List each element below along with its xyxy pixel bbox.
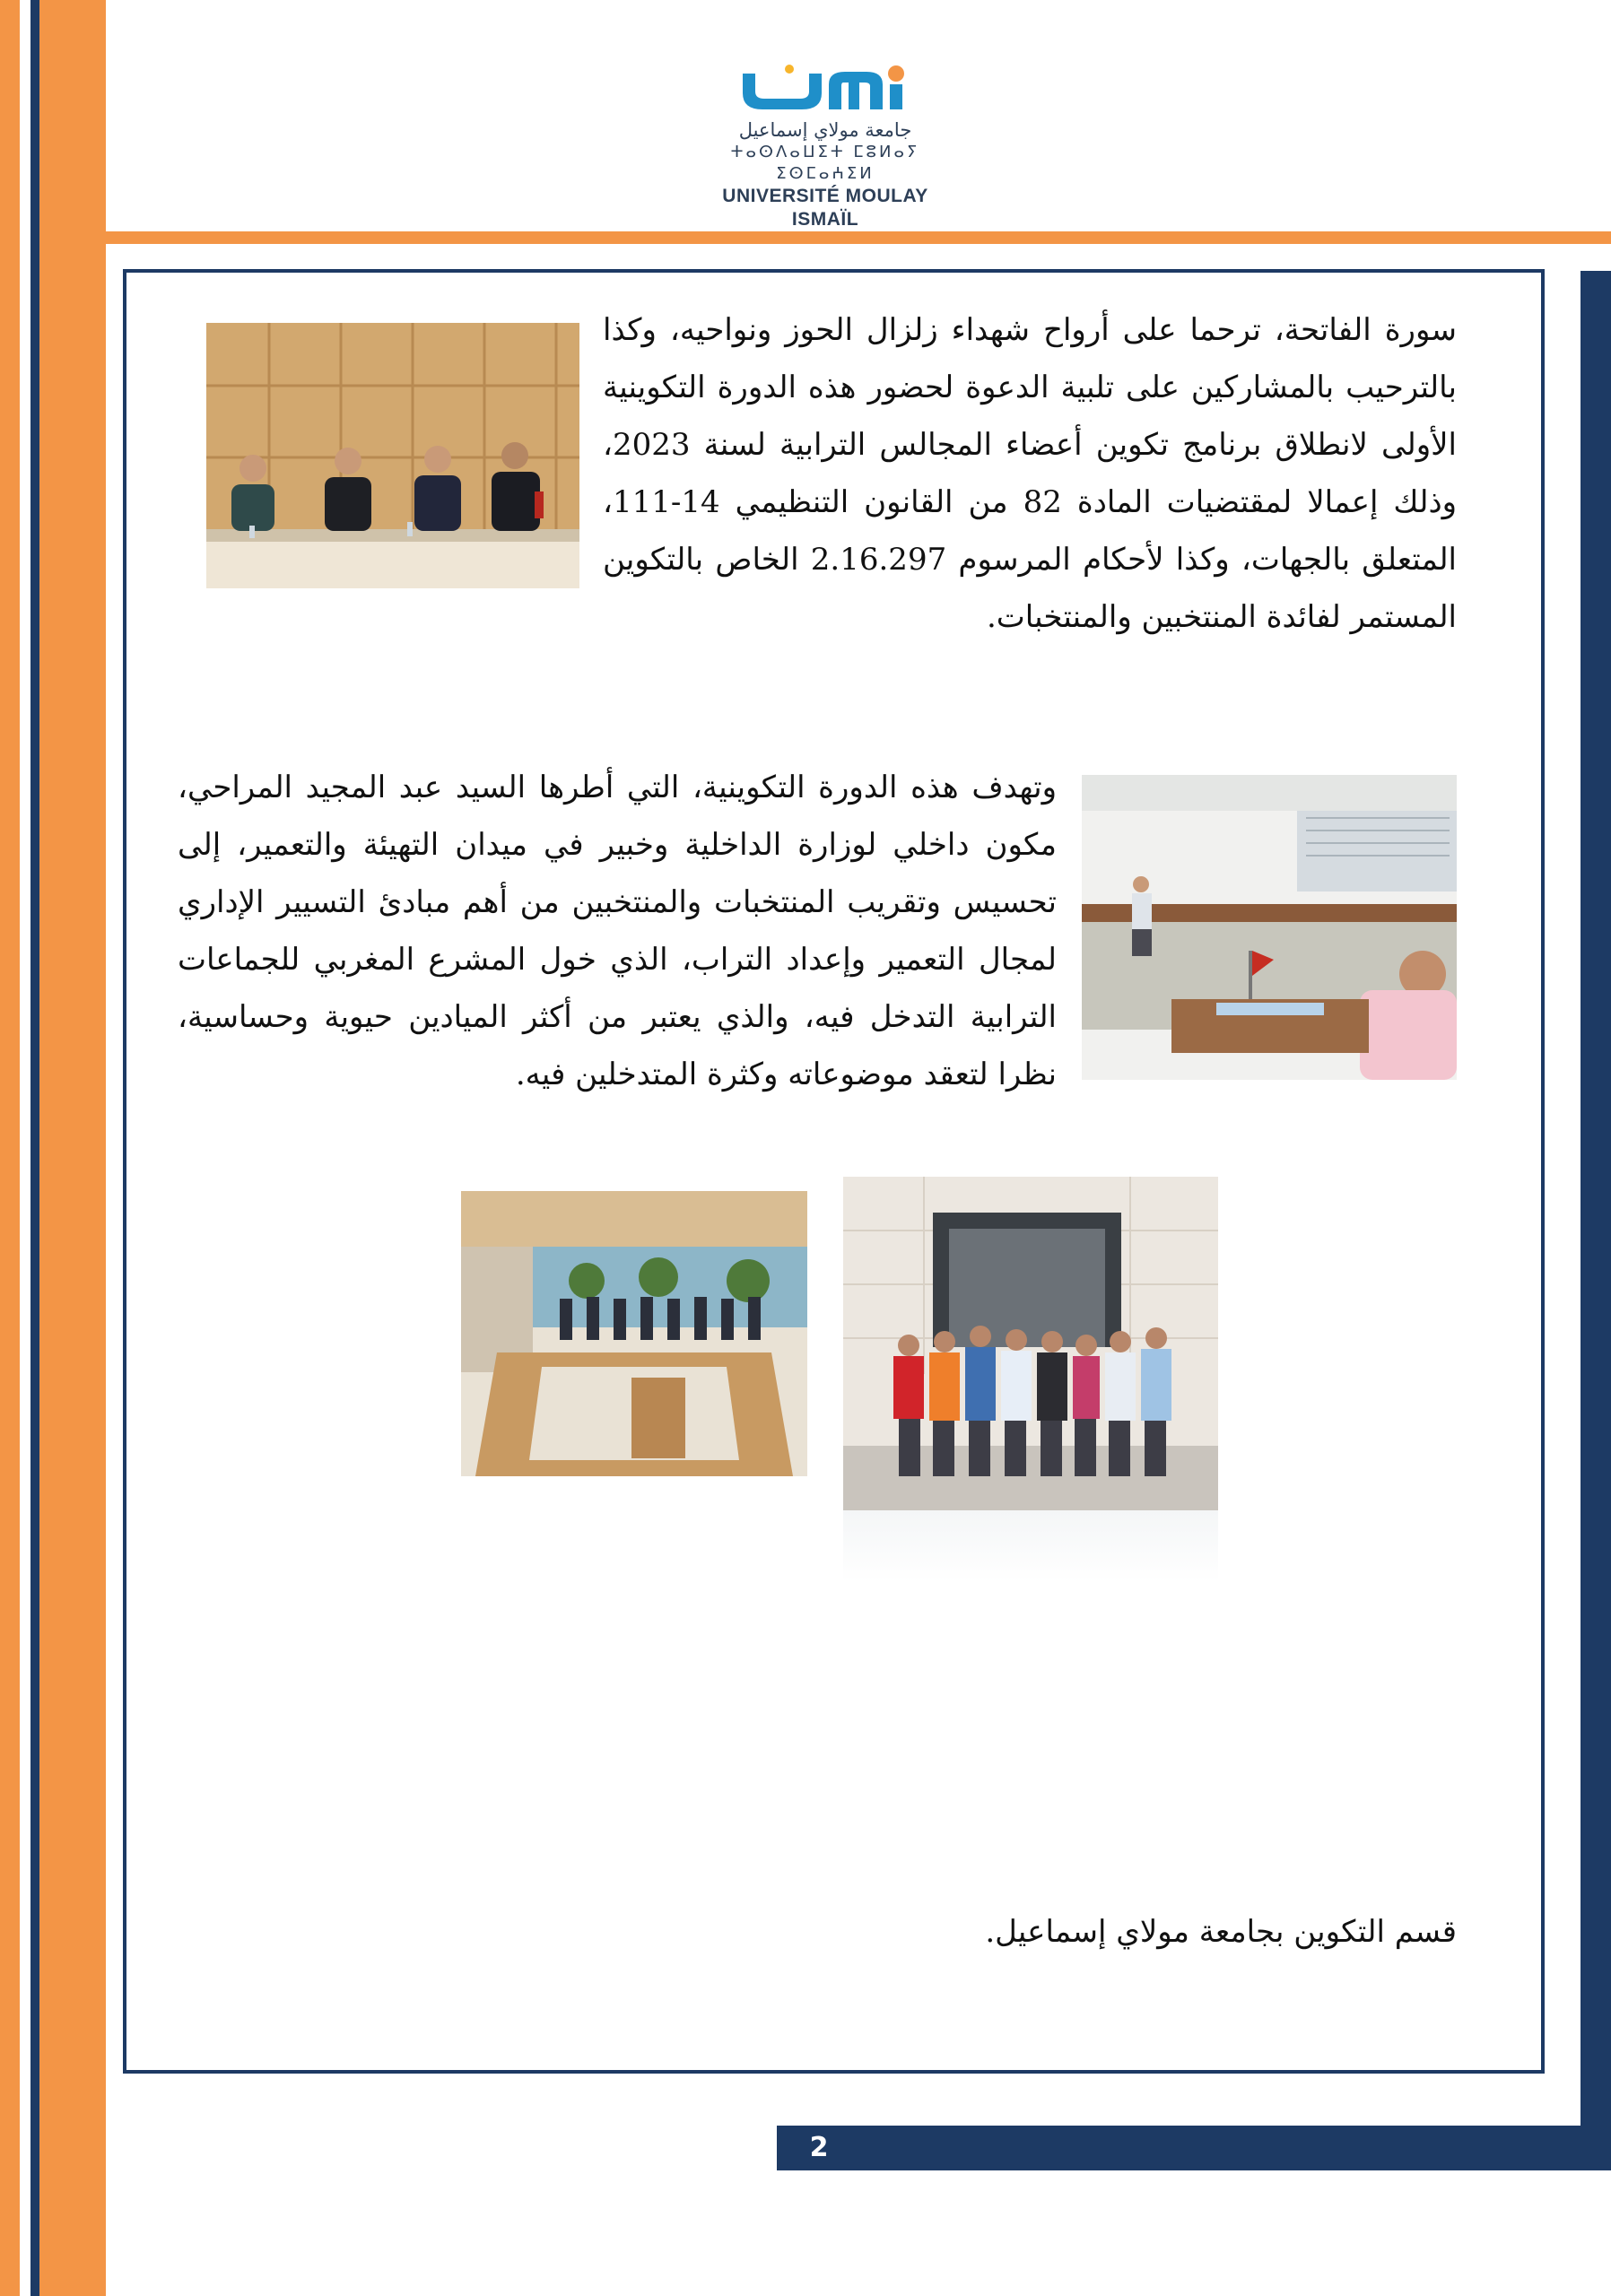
page-number: 2: [809, 2132, 829, 2163]
right-navy-bar: [1581, 271, 1611, 2127]
photo-group-in-hall: [461, 1191, 807, 1476]
umi-logo-mark: [736, 63, 915, 117]
photo-group-outdoors: [843, 1177, 1218, 1510]
left-orange-band: [0, 0, 106, 2296]
photo-meeting-room: [1082, 775, 1457, 1080]
photo-group-outdoors-fade: [843, 1510, 1218, 1582]
logo-tifinagh-name: ⵜⴰⵙⴷⴰⵡⵉⵜ ⵎⵓⵍⴰⵢ ⵉⵙⵎⴰⵄⵉⵍ: [730, 143, 920, 183]
footer-navy-bar: [777, 2126, 1611, 2170]
photo-officials-panel: [206, 323, 579, 588]
left-white-strip: [20, 0, 30, 2296]
paragraph-opening: سورة الفاتحة، ترحما على أرواح شهداء زلزال الحوز ونواحيه، وكذا بالترحيب بالمشاركين على تلبية الدعوة لحضور هذه الدورة التكوينية الأولى لانطلاق برنامج تكوين أعضاء المجالس الترابية لسنة 2023، وذلك إعمالا لمقتضيات المادة 82 من القانون التنظيمي 14-111، المتعلق بالجهات، وكذا لأحكام المرسوم 2.16.297 الخاص بالتكوين المستمر لفائدة المنتخبين والمنتخبات.: [603, 312, 1458, 635]
logo-arabic-name: جامعة مولاي إسماعيل: [738, 119, 912, 141]
paragraph-objectives: وتهدف هذه الدورة التكوينية، التي أطرها السيد عبد المجيد المراحي، مكون داخلي لوزارة الداخلية وخبير في ميدان التهيئة والتعمير، إلى تحسيس وتقريب المنتخبات والمنتخبين من أهم مبادئ التسيير الإداري لمجال التعمير وإعداد التراب، الذي خول المشرع المغربي للجماعات الترابية التدخل فيه، والذي يعتبر من أكثر الميادين حيوية وحساسية، نظرا لتعقد موضوعاته وكثرة المتدخلين فيه.: [178, 770, 1057, 1092]
header-orange-rule: [106, 231, 1611, 244]
logo-french-name: UNIVERSITÉ MOULAY ISMAÏL: [722, 186, 928, 230]
university-logo: [700, 63, 951, 230]
left-navy-strip: [30, 0, 39, 2296]
signature-department: قسم التكوين بجامعة مولاي إسماعيل.: [985, 1914, 1457, 1950]
